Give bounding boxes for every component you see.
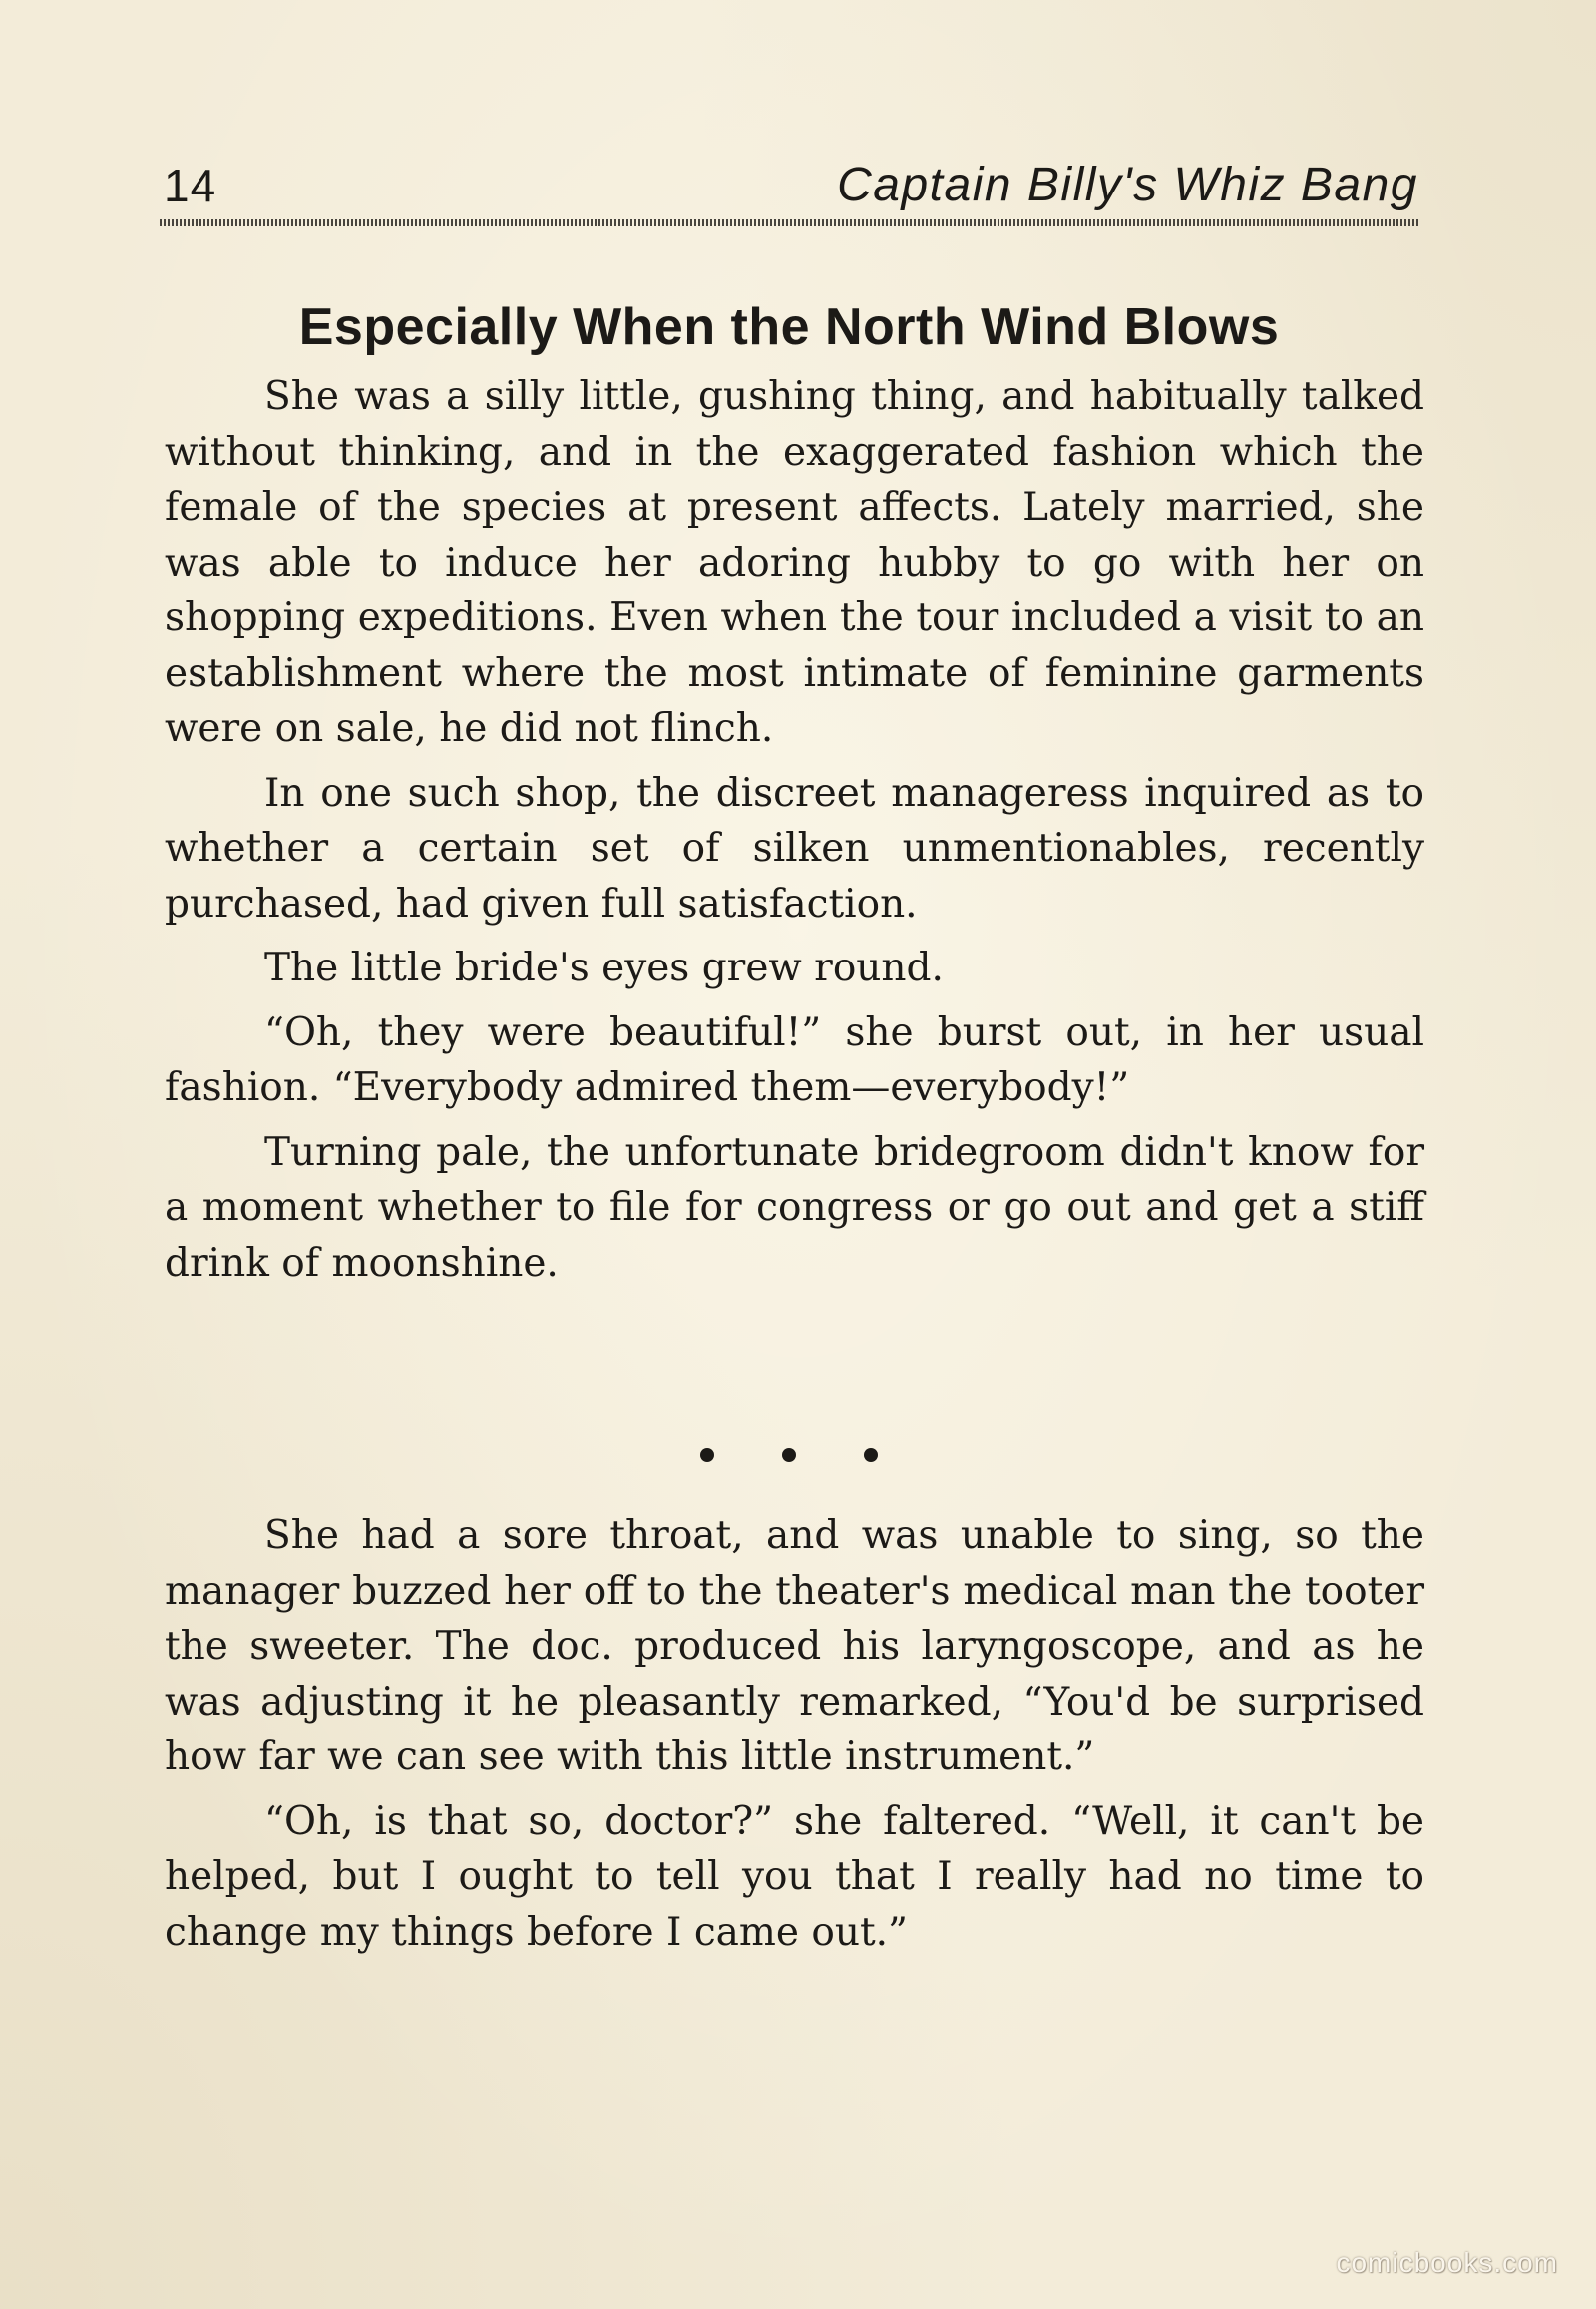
- story-one-body: [165, 369, 1424, 1300]
- paragraph: “Oh, is that so, doctor?” she faltered. “Well, it can't be helped, but I ought to tell you that I really had no time to change my things before I came out.”: [165, 1798, 1424, 1955]
- paragraph: She was a silly little, gushing thing, and habitually talked without thinking, and in the exaggerated fashion which the female of the species at present affects. Lately married, she was able to induce her adoring hubby to go with her on shopping expeditions. Even when the tour included a visit to an establishment where the most intimate of feminine garments were on sale, he did not flinch.: [165, 374, 1424, 751]
- running-title: Captain Billy's Whiz Bang: [837, 159, 1418, 211]
- paragraph: She had a sore throat, and was unable to sing, so the manager buzzed her off to the theater's medical man the tooter the sweeter. The doc. produced his laryngoscope, and as he was adjusting it he pleasantly remarked, “You'd be surprised how far we can see with this little instrument.”: [165, 1513, 1424, 1779]
- story-two-body: [165, 1508, 1424, 1969]
- paragraph: The little bride's eyes grew round.: [264, 946, 944, 990]
- paragraph: In one such shop, the discreet manageress inquired as to whether a certain set of silken unmentionables, recently purchased, had given full satisfaction.: [165, 770, 1424, 927]
- separator-dot: [782, 1448, 796, 1462]
- header-rule: [160, 219, 1418, 226]
- paragraph: Turning pale, the unfortunate bridegroom didn't know for a moment whether to file for congress or go out and get a stiff drink of moonshine.: [165, 1129, 1424, 1286]
- page-number: 14: [164, 160, 217, 211]
- separator-dot: [700, 1448, 714, 1462]
- watermark: comicbooks.com: [1336, 2247, 1558, 2278]
- story-title: Especially When the North Wind Blows: [298, 298, 1280, 356]
- separator-dot: [864, 1448, 878, 1462]
- section-separator: [160, 1432, 1418, 1472]
- paragraph: “Oh, they were beautiful!” she burst out, in her usual fashion. “Everybody admired them—everybody!”: [165, 1009, 1424, 1110]
- page-header: [160, 158, 1418, 217]
